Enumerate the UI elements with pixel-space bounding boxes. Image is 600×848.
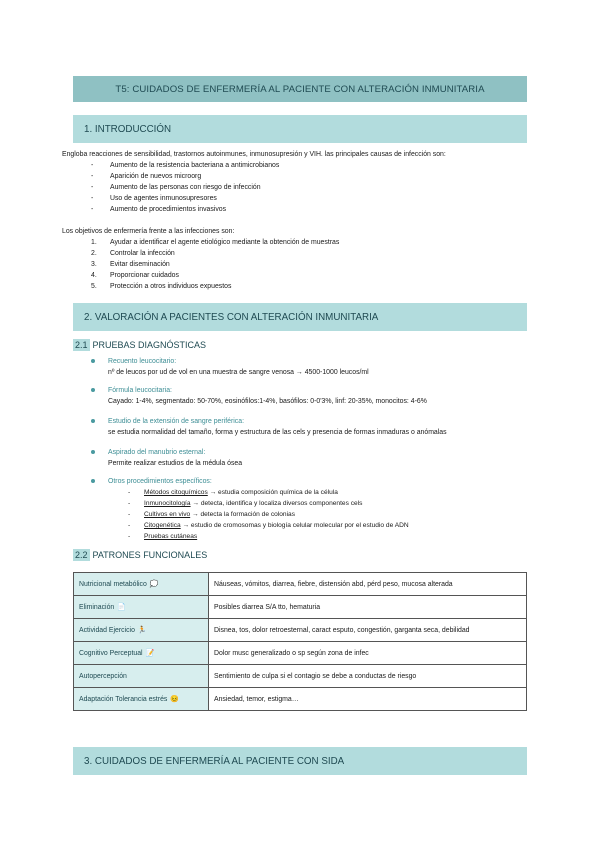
list-item: - Citogenética → estudio de cromosomas y biología celular molecular por el estudio de ADN	[128, 520, 409, 531]
list-item: - Aparición de nuevos microorg	[91, 171, 279, 182]
other-procedures-list	[128, 487, 409, 542]
stressed-face-icon: 😣	[170, 696, 180, 703]
table-row	[74, 688, 527, 711]
memo-icon: 📝	[145, 650, 155, 657]
bullet-text: Cayado: 1-4%, segmentado: 50-70%, eosinófilos:1-4%, basófilos: 0-0'3%, linf: 20-35%, monocitos: 4-6%	[108, 398, 427, 405]
bullet-title: Fórmula leucocitaria:	[108, 387, 172, 394]
pattern-value: Náuseas, vómitos, diarrea, fiebre, distensión abd, pérd peso, mucosa alterada	[209, 573, 527, 596]
objectives-intro: Los objetivos de enfermería frente a las infecciones son:	[62, 228, 235, 235]
list-item: - Aumento de procedimientos invasivos	[91, 204, 279, 215]
table-row	[74, 596, 527, 619]
list-item: - Métodos citoquímicos → estudia composición química de la célula	[128, 487, 409, 498]
subsection-heading-pruebas	[73, 339, 206, 351]
section-heading-text: 2. VALORACIÓN A PACIENTES CON ALTERACIÓN INMUNITARIA	[84, 311, 379, 323]
bullet-text: nº de leucos por ud de vol en una muestra de sangre venosa → 4500-1000 leucos/ml	[108, 369, 369, 376]
subsection-label: PRUEBAS DIAGNÓSTICAS	[92, 340, 207, 350]
bullet-title: Estudio de la extensión de sangre periférica:	[108, 418, 244, 425]
table-row	[74, 619, 527, 642]
pattern-value: Dolor musc generalizado o sp según zona de infec	[209, 642, 527, 665]
bullet-title: Otros procedimientos específicos:	[108, 478, 212, 485]
pattern-value: Posibles diarrea S/A tto, hematuria	[209, 596, 527, 619]
table-row	[74, 573, 527, 596]
list-item: - Uso de agentes inmunosupresores	[91, 193, 279, 204]
list-item: - Aumento de las personas con riesgo de infección	[91, 182, 279, 193]
intro-paragraph: Engloba reacciones de sensibilidad, trastornos autoinmunes, inmunosupresión y VIH. las principales causas de infección son:	[62, 151, 446, 158]
bullet-title: Recuento leucocitario:	[108, 358, 177, 365]
bullet-text: se estudia normalidad del tamaño, forma y estructura de las cels y presencia de formas inmaduras o anómalas	[108, 429, 447, 436]
subsection-number: 2.1	[75, 340, 88, 350]
list-item: 5. Protección a otros individuos expuestos	[91, 283, 232, 290]
document-title-text: T5: CUIDADOS DE ENFERMERÍA AL PACIENTE CON ALTERACIÓN INMUNITARIA	[115, 83, 485, 95]
section-heading-cuidados-sida	[73, 747, 527, 775]
subsection-heading-patrones	[73, 549, 207, 561]
patrones-table	[73, 572, 527, 711]
list-item: 4. Proporcionar cuidados	[91, 272, 179, 279]
list-item: 1. Ayudar a identificar el agente etiológico mediante la obtención de muestras	[91, 239, 340, 246]
pattern-name: Autopercepción	[74, 665, 209, 688]
list-item: - Aumento de la resistencia bacteriana a antimicrobianos	[91, 160, 279, 171]
section-heading-valoracion	[73, 303, 527, 331]
document-icon: 📄	[117, 604, 126, 611]
pattern-name: Eliminación 📄	[74, 596, 209, 619]
pattern-name: Actividad Ejercicio 🏃	[74, 619, 209, 642]
pattern-value: Sentimiento de culpa si el contagio se debe a conductas de riesgo	[209, 665, 527, 688]
list-item: - Pruebas cutáneas	[128, 531, 409, 542]
section-heading-introduccion	[73, 115, 527, 143]
list-item: 3. Evitar diseminación	[91, 261, 170, 268]
subsection-number: 2.2	[75, 550, 88, 560]
list-item: - Cultivos en vivo → detecta la formación de colonias	[128, 509, 409, 520]
pattern-name: Adaptación Tolerancia estrés 😣	[74, 688, 209, 711]
section-heading-text: 1. INTRODUCCIÓN	[84, 123, 172, 135]
objectives-list	[91, 237, 339, 292]
section-heading-text: 3. CUIDADOS DE ENFERMERÍA AL PACIENTE CON SIDA	[84, 755, 345, 767]
runner-icon: 🏃	[137, 627, 147, 634]
causes-list	[91, 160, 279, 215]
table-row	[74, 642, 527, 665]
subsection-label: PATRONES FUNCIONALES	[92, 550, 208, 560]
list-item: - Inmunocitología → detecta, identifica y localiza diversos componentes cels	[128, 498, 409, 509]
list-item: 2. Controlar la infección	[91, 250, 175, 257]
pattern-name: Nutricional metabólico 💭	[74, 573, 209, 596]
pattern-value: Ansiedad, temor, estigma…	[209, 688, 527, 711]
bullet-title: Aspirado del manubrio esternal:	[108, 449, 206, 456]
pattern-name: Cognitivo Perceptual 📝	[74, 642, 209, 665]
document-title	[73, 76, 527, 102]
pattern-value: Disnea, tos, dolor retroesternal, caract esputo, congestión, garganta seca, debilidad	[209, 619, 527, 642]
table-row	[74, 665, 527, 688]
thought-bubble-icon: 💭	[149, 581, 159, 588]
bullet-text: Permite realizar estudios de la médula ósea	[108, 460, 243, 467]
